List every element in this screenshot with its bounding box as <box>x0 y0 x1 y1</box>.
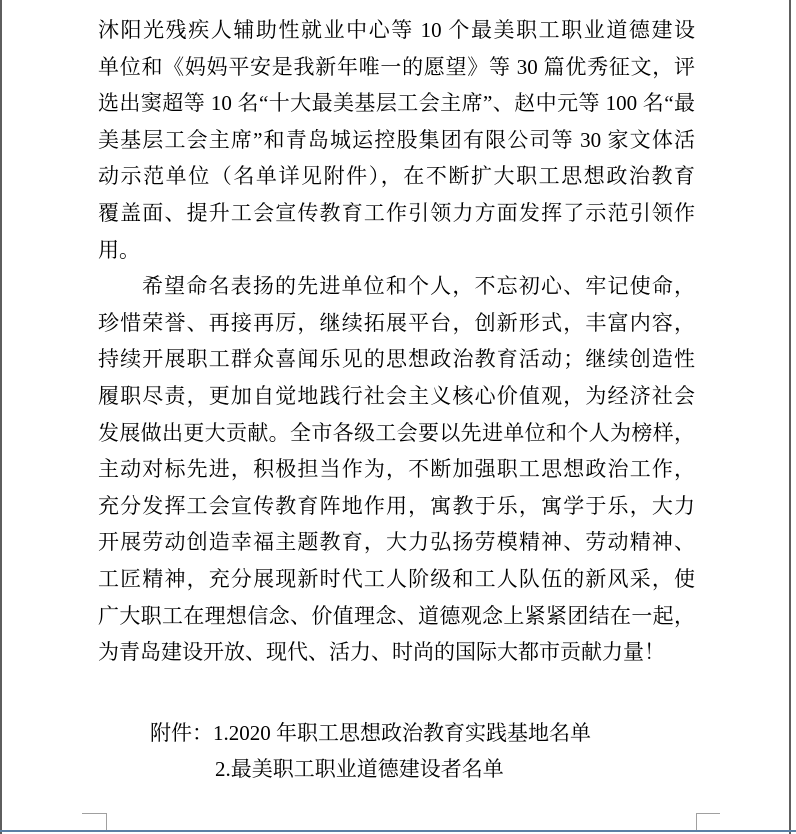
page-border-left <box>0 0 2 834</box>
text-line: 开展劳动创造幸福主题教育，大力弘扬劳模精神、劳动精神、 <box>98 530 695 555</box>
page-border-right <box>789 0 791 834</box>
text-line: 珍惜荣誉、再接再厉，继续拓展平台，创新形式，丰富内容， <box>98 310 695 335</box>
text-line: 为青岛建设开放、现代、活力、时尚的国际大都市贡献力量！ <box>98 640 665 665</box>
attachments-block <box>98 715 695 788</box>
text-line: 持续开展职工群众喜闻乐见的思想政治教育活动；继续创造性 <box>98 347 695 372</box>
window-bottom-edge <box>0 830 796 832</box>
text-line: 用。 <box>98 237 140 262</box>
document-body <box>98 12 695 788</box>
text-line: 希望命名表扬的先进单位和个人，不忘初心、牢记使命， <box>142 274 695 299</box>
attachment-line-1: 附件：1.2020 年职工思想政治教育实践基地名单 <box>150 720 591 745</box>
text-line: 动示范单位（名单详见附件），在不断扩大职工思想政治教育 <box>98 164 695 189</box>
text-line: 广大职工在理想信念、价值理念、道德观念上紧紧团结在一起， <box>98 603 695 628</box>
text-line: 履职尽责，更加自觉地践行社会主义核心价值观，为经济社会 <box>98 383 695 408</box>
text-line: 选出窦超等 10 名“十大最美基层工会主席”、赵中元等 100 名“最 <box>98 91 695 116</box>
text-line: 沐阳光残疾人辅助性就业中心等 10 个最美职工职业道德建设 <box>98 18 695 42</box>
text-line: 充分发挥工会宣传教育阵地作用，寓教于乐，寓学于乐，大力 <box>98 493 695 518</box>
text-line: 发展做出更大贡献。全市各级工会要以先进单位和个人为榜样， <box>98 420 695 445</box>
margin-crop-mark-bottom-right <box>696 813 720 831</box>
text-line: 工匠精神，充分展现新时代工人阶级和工人队伍的新风采，使 <box>98 566 695 591</box>
text-line: 美基层工会主席”和青岛城运控股集团有限公司等 30 家文体活 <box>98 127 695 152</box>
paragraph-1 <box>98 12 695 268</box>
text-line: 主动对标先进，积极担当作为，不断加强职工思想政治工作， <box>98 457 695 482</box>
margin-crop-mark-bottom-left <box>82 813 107 831</box>
text-line: 覆盖面、提升工会宣传教育工作引领力方面发挥了示范引领作 <box>98 200 695 225</box>
paragraph-2 <box>98 268 695 671</box>
attachment-line-2: 2.最美职工职业道德建设者名单 <box>215 757 504 782</box>
text-line: 单位和《妈妈平安是我新年唯一的愿望》等 30 篇优秀征文，评 <box>98 54 695 79</box>
